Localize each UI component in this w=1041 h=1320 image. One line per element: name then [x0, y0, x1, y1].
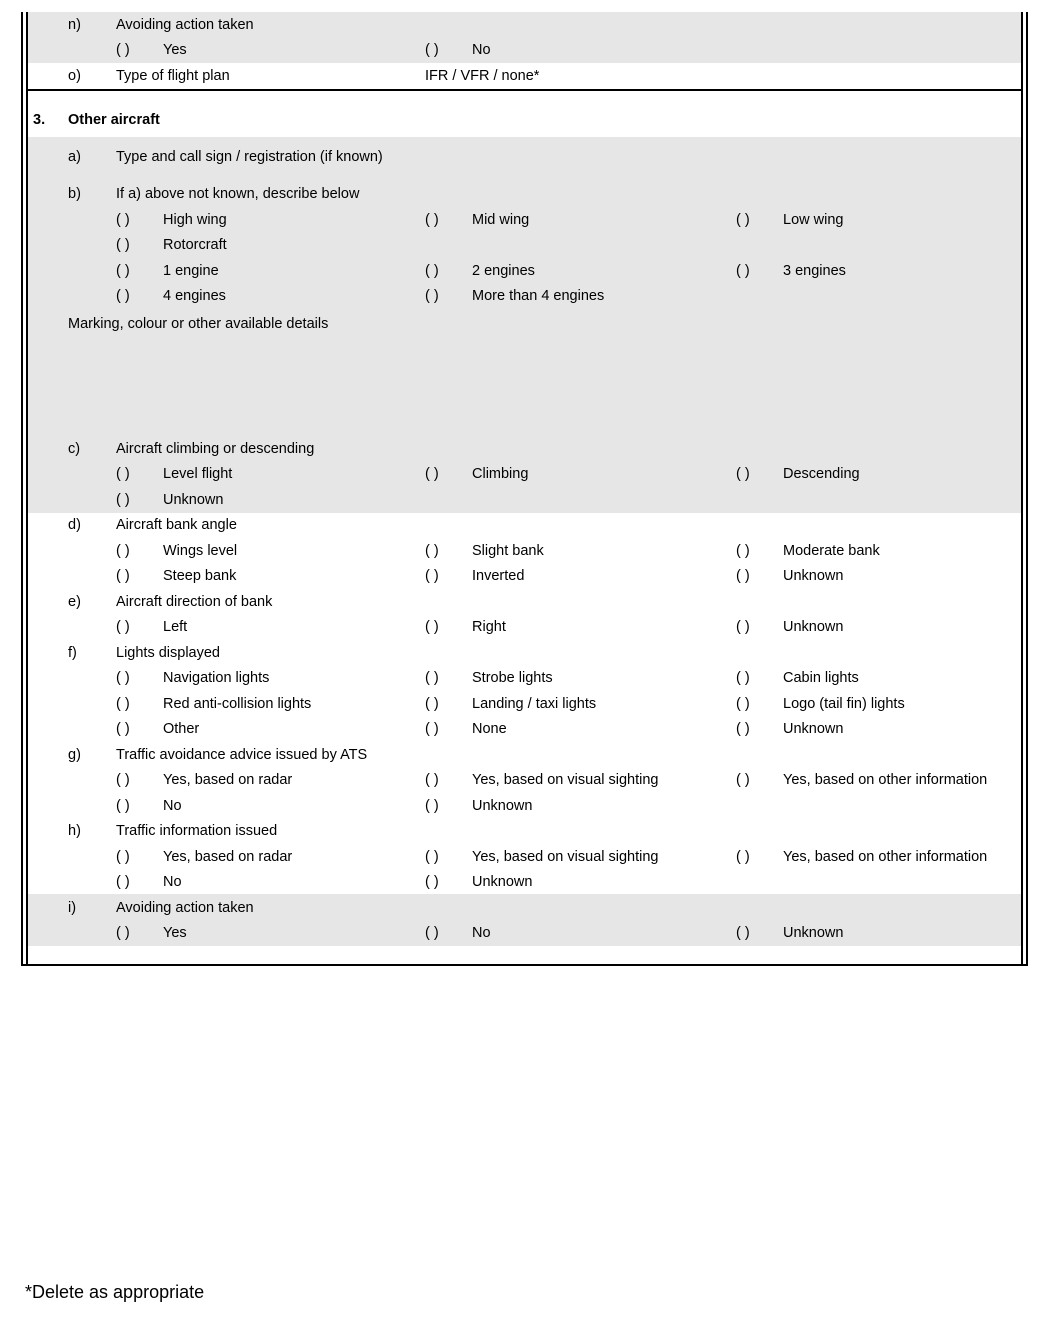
checkbox[interactable]: ( ) [116, 543, 130, 559]
item-label: If a) above not known, describe below [116, 186, 360, 202]
item-letter: o) [68, 68, 81, 84]
checkbox[interactable]: ( ) [736, 670, 750, 686]
footnote: *Delete as appropriate [25, 1282, 205, 1302]
checkbox[interactable]: ( ) [736, 212, 750, 228]
section-number: 3. [33, 112, 46, 128]
checkbox[interactable]: ( ) [425, 543, 439, 559]
option-label: Yes, based on visual sighting [472, 772, 659, 788]
checkbox[interactable]: ( ) [425, 288, 439, 304]
item-b-row [0, 184, 1041, 204]
checkbox[interactable]: ( ) [425, 874, 439, 890]
option-label: Low wing [783, 212, 844, 228]
option-label: Unknown [472, 874, 533, 890]
item-d-row [0, 515, 1041, 535]
option-row [0, 40, 1041, 60]
option-row [0, 770, 1041, 790]
checkbox[interactable]: ( ) [425, 212, 439, 228]
option-label: Climbing [472, 466, 529, 482]
option-row [0, 235, 1041, 255]
option-label: Slight bank [472, 543, 544, 559]
item-e-row [0, 592, 1041, 612]
checkbox[interactable]: ( ) [425, 925, 439, 941]
option-label: Yes [163, 925, 187, 941]
option-row [0, 464, 1041, 484]
option-label: Yes, based on radar [163, 772, 293, 788]
item-letter: i) [68, 900, 77, 916]
checkbox[interactable]: ( ) [425, 263, 439, 279]
item-c-row [0, 439, 1041, 459]
option-label: Unknown [472, 798, 533, 814]
option-label: Unknown [783, 568, 844, 584]
option-row [0, 261, 1041, 281]
section-title: Other aircraft [68, 112, 160, 128]
checkbox[interactable]: ( ) [425, 849, 439, 865]
option-label: No [163, 874, 182, 890]
option-label: Rotorcraft [163, 237, 227, 253]
item-label: Avoiding action taken [116, 17, 254, 33]
checkbox[interactable]: ( ) [116, 772, 130, 788]
option-row [0, 541, 1041, 561]
checkbox-yes[interactable]: ( ) [116, 42, 130, 58]
option-label: Unknown [783, 619, 844, 635]
checkbox[interactable]: ( ) [116, 849, 130, 865]
item-label: Lights displayed [116, 645, 220, 661]
checkbox-no[interactable]: ( ) [425, 42, 439, 58]
checkbox[interactable]: ( ) [736, 721, 750, 737]
flight-plan-options[interactable]: IFR / VFR / none* [425, 68, 540, 84]
option-label: Yes [163, 42, 187, 58]
option-row [0, 286, 1041, 306]
option-row [0, 668, 1041, 688]
option-label: Mid wing [472, 212, 530, 228]
checkbox[interactable]: ( ) [736, 925, 750, 941]
checkbox[interactable]: ( ) [736, 696, 750, 712]
item-label: Type and call sign / registration (if known) [116, 149, 383, 165]
option-label: Red anti-collision lights [163, 696, 312, 712]
item-label: Type of flight plan [116, 68, 230, 84]
checkbox[interactable]: ( ) [425, 619, 439, 635]
item-letter: h) [68, 823, 81, 839]
checkbox[interactable]: ( ) [116, 212, 130, 228]
item-label: Traffic avoidance advice issued by ATS [116, 747, 368, 763]
option-label: 3 engines [783, 263, 846, 279]
checkbox[interactable]: ( ) [736, 466, 750, 482]
option-row [0, 847, 1041, 867]
checkbox[interactable]: ( ) [425, 466, 439, 482]
checkbox[interactable]: ( ) [116, 670, 130, 686]
option-label: Unknown [783, 925, 844, 941]
option-label: Unknown [783, 721, 844, 737]
option-row [0, 694, 1041, 714]
option-label: Unknown [163, 492, 224, 508]
option-label: No [472, 925, 491, 941]
option-label: More than 4 engines [472, 288, 605, 304]
section-divider [28, 89, 1022, 91]
item-h-row [0, 821, 1041, 841]
item-label: Avoiding action taken [116, 900, 254, 916]
option-row [0, 490, 1041, 510]
option-label: 2 engines [472, 263, 535, 279]
option-row [0, 872, 1041, 892]
option-label: Inverted [472, 568, 525, 584]
option-label: Cabin lights [783, 670, 859, 686]
option-label: 1 engine [163, 263, 219, 279]
item-n-row [0, 15, 1041, 35]
option-row [0, 210, 1041, 230]
checkbox[interactable]: ( ) [116, 237, 130, 253]
checkbox[interactable]: ( ) [116, 619, 130, 635]
item-i-row [0, 898, 1041, 918]
option-label: Yes, based on other information [783, 849, 988, 865]
option-label: Yes, based on radar [163, 849, 293, 865]
checkbox[interactable]: ( ) [736, 568, 750, 584]
checkbox[interactable]: ( ) [425, 798, 439, 814]
checkbox[interactable]: ( ) [116, 568, 130, 584]
checkbox[interactable]: ( ) [736, 263, 750, 279]
checkbox[interactable]: ( ) [116, 721, 130, 737]
item-o-row [0, 66, 1041, 86]
checkbox[interactable]: ( ) [425, 721, 439, 737]
option-row [0, 719, 1041, 739]
option-label: Left [163, 619, 188, 635]
checkbox[interactable]: ( ) [116, 798, 130, 814]
option-label: Yes, based on visual sighting [472, 849, 659, 865]
option-label: Moderate bank [783, 543, 880, 559]
option-label: 4 engines [163, 288, 226, 304]
checkbox[interactable]: ( ) [425, 696, 439, 712]
item-letter: c) [68, 441, 81, 457]
item-letter: b) [68, 186, 81, 202]
option-label: Steep bank [163, 568, 237, 584]
option-label: Wings level [163, 543, 238, 559]
checkbox[interactable]: ( ) [116, 874, 130, 890]
option-label: High wing [163, 212, 227, 228]
checkbox[interactable]: ( ) [116, 466, 130, 482]
checkbox[interactable]: ( ) [425, 670, 439, 686]
checkbox[interactable]: ( ) [116, 925, 130, 941]
item-g-row [0, 745, 1041, 765]
checkbox[interactable]: ( ) [116, 492, 130, 508]
details-row [0, 314, 1041, 334]
item-letter: d) [68, 517, 81, 533]
checkbox[interactable]: ( ) [116, 263, 130, 279]
option-row [0, 796, 1041, 816]
checkbox[interactable]: ( ) [425, 772, 439, 788]
option-label: No [472, 42, 491, 58]
option-label: Yes, based on other information [783, 772, 988, 788]
option-label: No [163, 798, 182, 814]
checkbox[interactable]: ( ) [736, 849, 750, 865]
checkbox[interactable]: ( ) [736, 619, 750, 635]
option-label: Logo (tail fin) lights [783, 696, 905, 712]
item-letter: g) [68, 747, 81, 763]
item-label: Aircraft bank angle [116, 517, 237, 533]
option-label: Right [472, 619, 506, 635]
option-label: None [472, 721, 507, 737]
item-label: Aircraft direction of bank [116, 594, 273, 610]
item-letter: e) [68, 594, 81, 610]
option-label: Other [163, 721, 200, 737]
item-letter: f) [68, 645, 77, 661]
item-letter: n) [68, 17, 81, 33]
checkbox[interactable]: ( ) [116, 696, 130, 712]
checkbox[interactable]: ( ) [116, 288, 130, 304]
checkbox[interactable]: ( ) [736, 772, 750, 788]
section-3-header [0, 110, 1041, 130]
option-label: Navigation lights [163, 670, 270, 686]
item-f-row [0, 643, 1041, 663]
option-row [0, 617, 1041, 637]
option-label: Descending [783, 466, 860, 482]
option-row [0, 566, 1041, 586]
item-letter: a) [68, 149, 81, 165]
details-label: Marking, colour or other available details [68, 316, 329, 332]
item-label: Traffic information issued [116, 823, 278, 839]
checkbox[interactable]: ( ) [736, 543, 750, 559]
checkbox[interactable]: ( ) [425, 568, 439, 584]
option-label: Strobe lights [472, 670, 553, 686]
option-label: Level flight [163, 466, 233, 482]
item-a-row [0, 147, 1041, 167]
option-row [0, 923, 1041, 943]
option-label: Landing / taxi lights [472, 696, 597, 712]
item-label: Aircraft climbing or descending [116, 441, 315, 457]
